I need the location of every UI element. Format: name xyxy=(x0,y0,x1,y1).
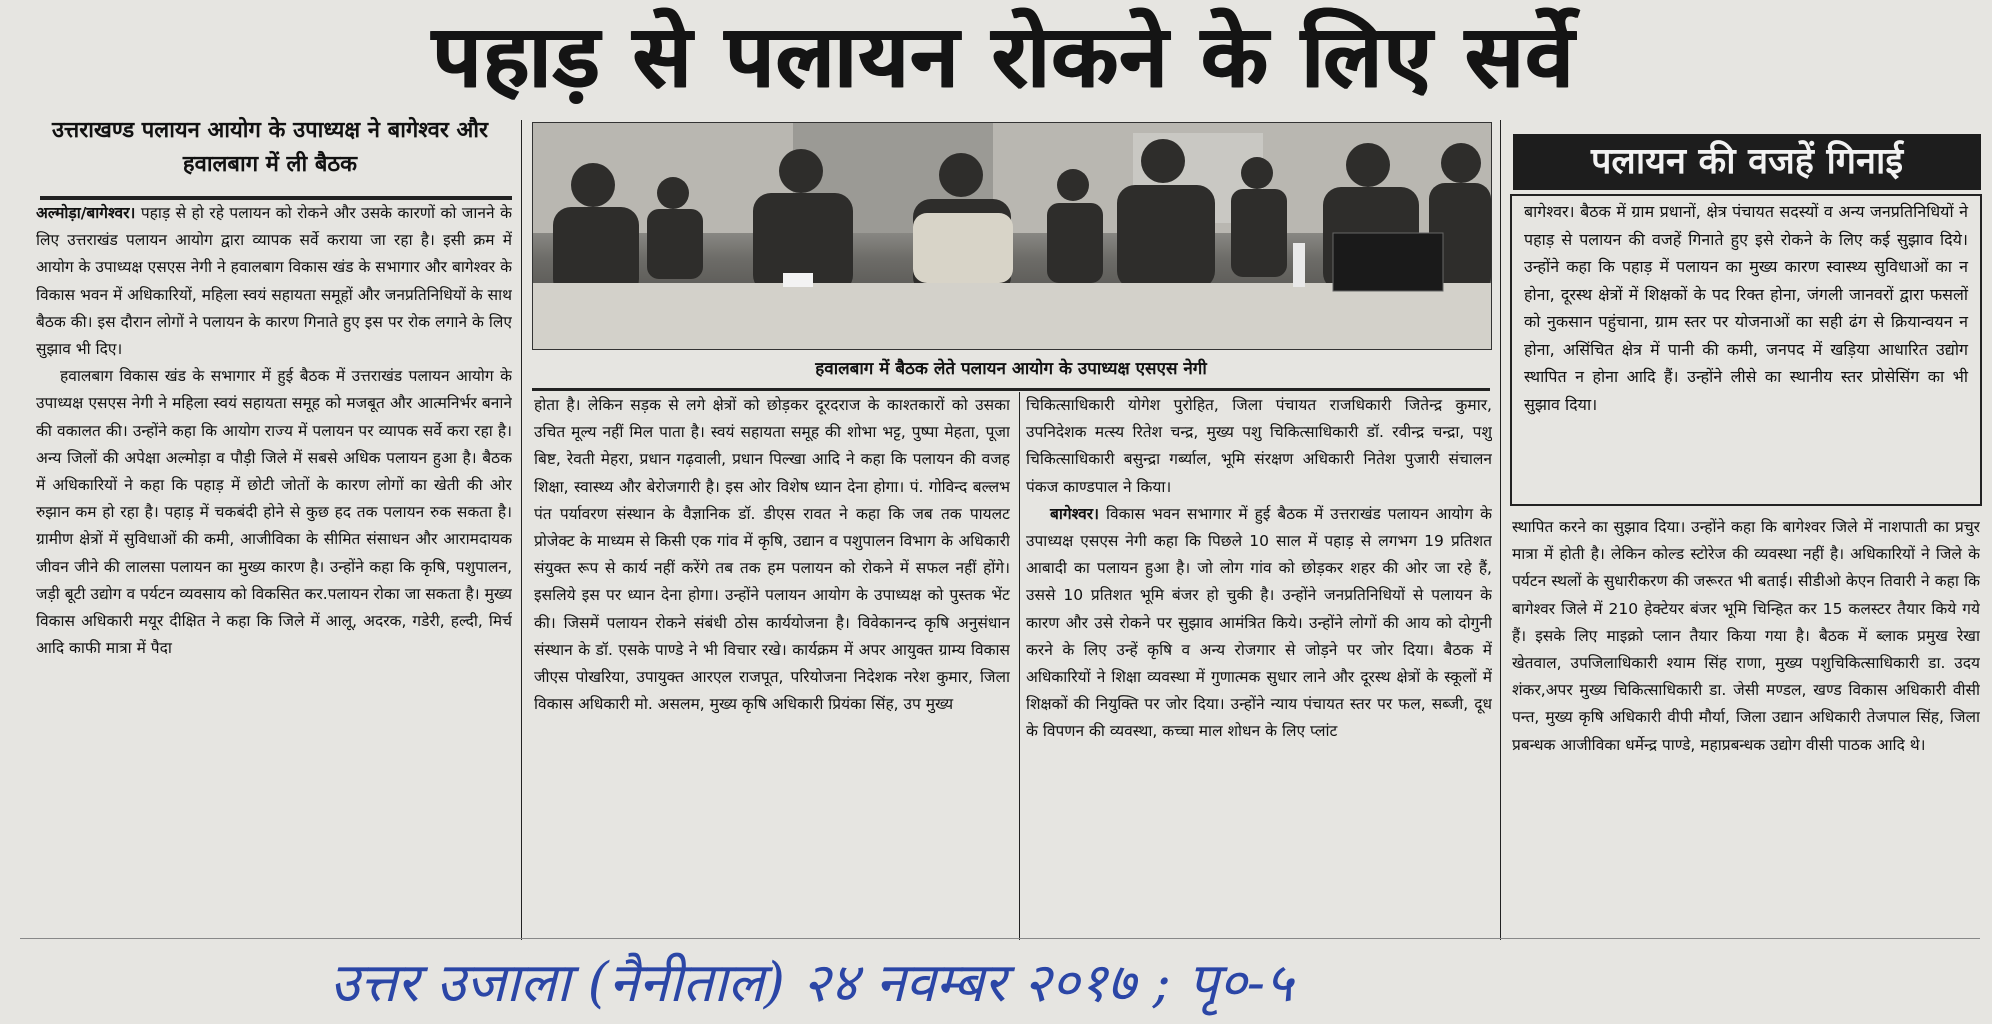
column-divider xyxy=(1500,120,1501,940)
handwritten-source-note: उत्तर उजाला (नैनीताल) २४ नवम्बर २०१७ ; पृ०-५ xyxy=(330,951,1294,1014)
sidebar-text: बागेश्वर। बैठक में ग्राम प्रधानों, क्षेत्र पंचायत सदस्यों व अन्य जनप्रतिनिधियों ने पहाड़ से पलायन की वजहें गिनाते हुए इसे रोकने के लिए कई सुझाव दिये। उन्होंने कहा कि पहाड़ में पलायन का मुख्य कारण स्वास्थ्य सुविधाओं का न होना, दूरस्थ क्षेत्रों में शिक्षकों के पद रिक्त होना, जंगली जानवरों द्वारा फसलों को नुकसान पहुंचाना, ग्राम स्तर पर योजनाओं का सही ढंग से क्रियान्वयन न होना, असिंचित क्षेत्र में पानी की कमी, जनपद में खड़िया आधारित उद्योग स्थापित न होना आदि हैं। उन्होंने लीसे का स्थानीय स्तर प्रोसेसिंग का भी सुझाव दिया। xyxy=(1524,202,1968,414)
article-column-1 xyxy=(36,200,512,934)
dateline: अल्मोड़ा/बागेश्वर। xyxy=(36,204,136,222)
caption-rule xyxy=(532,388,1490,391)
sidebar-box xyxy=(1510,194,1982,506)
column-divider xyxy=(521,120,522,940)
article-column-4 xyxy=(1512,514,1980,934)
headline: पहाड़ से पलायन रोकने के लिए सर्वे xyxy=(432,7,1576,107)
paragraph: होता है। लेकिन सड़क से लगे क्षेत्रों को छोड़कर दूरदराज के काश्तकारों को उसका उचित मूल्य नहीं मिल पाता है। स्वयं सहायता समूह की शोभा भट्ट, पुष्पा मेहता, पूजा बिष्ट, रेवती मेहरा, प्रधान गढ़वाली, प्रधान पिल्खा आदि ने कहा कि पलायन की वजह शिक्षा, स्वास्थ्य और बेरोजगारी है। इस ओर विशेष ध्यान देना होगा। पं. गोविन्द बल्लभ पंत पर्यावरण संस्थान के वैज्ञानिक डॉ. डीएस रावत ने कहा कि जब तक पायलट प्रोजेक्ट के माध्यम से किसी एक गांव में कृषि, उद्यान व पशुपालन विभाग के अधिकारी संयुक्त रूप से कार्य नहीं करेंगे तब तक हम पलायन को रोकने में सफल नहीं होंगे। इसलिये इस पर ध्यान देना होगा। उन्होंने पलायन आयोग के उपाध्यक्ष को पुस्तक भेंट की। जिसमें पलायन रोकने संबंधी ठोस कार्ययोजना है। विवेकानन्द कृषि अनुसंधान संस्थान के डॉ. एसके पाण्डे ने भी विचार रखे। कार्यक्रम में अपर आयुक्त ग्राम्य विकास जीएस पोखरिया, उपायुक्त आरएल राजपूत, परियोजना निदेशक नरेश कुमार, जिला विकास अधिकारी मो. असलम, मुख्य कृषि अधिकारी प्रियंका सिंह, उप मुख्य xyxy=(534,396,1010,714)
paragraph: स्थापित करने का सुझाव दिया। उन्होंने कहा कि बागेश्वर जिले में नाशपाती का प्रचुर मात्रा में होती है। लेकिन कोल्ड स्टोरेज की व्यवस्था नहीं है। अधिकारियों ने जिले के पर्यटन स्थलों के सुधारीकरण की जरूरत भी बताई। सीडीओ केएन तिवारी ने कहा कि बागेश्वर जिले में 210 हेक्टेयर बंजर भूमि चिन्हित कर 15 कलस्टर तैयार किये गये हैं। इसके लिए माइक्रो प्लान तैयार किया गया है। बैठक में ब्लाक प्रमुख रेखा खेतवाल, उपजिलाधिकारी श्याम सिंह राणा, मुख्य पशुचिकित्साधिकारी डा. उदय शंकर,अपर मुख्य चिकित्साधिकारी डा. जेसी मण्डल, खण्ड विकास अधिकारी वीसी पन्त, मुख्य कृषि अधिकारी वीपी मौर्या, जिला उद्यान अधिकारी तेजपाल सिंह, जिला प्रबन्धक आजीविका धर्मेन्द्र पाण्डे, महाप्रबन्धक उद्योग वीसी पाठक आदि थे। xyxy=(1512,518,1980,754)
photo-caption: हवालबाग में बैठक लेते पलायन आयोग के उपाध्यक्ष एसएस नेगी xyxy=(815,359,1207,379)
column-divider xyxy=(1019,392,1020,940)
paragraph: विकास भवन सभागार में हुई बैठक में उत्तराखंड पलायन आयोग के उपाध्यक्ष एसएस नेगी कहा कि पिछले 10 साल में पहाड़ से लगभग 19 प्रतिशत आबादी का पलायन हुआ है। जो लोग गांव को छोड़कर शहर की ओर जा रहे हैं, उससे 10 प्रतिशत भूमि बंजर हो चुकी है। उन्होंने जनप्रतिनिधियों से पलायन के कारण और उसे रोकने पर सुझाव आमंत्रित किये। उन्होंने लोगों की आय को दोगुनी करने के लिए उन्हें कृषि व अन्य रोजगार से जोड़ने पर जोर दिया। बैठक में अधिकारियों ने शिक्षा व्यवस्था में गुणात्मक सुधार लाने और दूरस्थ क्षेत्रों के स्कूलों में शिक्षकों की नियुक्ति पर जोर दिया। उन्होंने न्याय पंचायत स्तर पर फल, सब्जी, दूध के विपणन की व्यवस्था, कच्चा माल शोधन के लिए प्लांट xyxy=(1026,504,1492,741)
article-column-2 xyxy=(534,392,1010,934)
sidebar-title: पलायन की वजहें गिनाई xyxy=(1513,134,1981,190)
article-column-3 xyxy=(1026,392,1492,934)
meeting-photo-illustration xyxy=(533,123,1491,349)
dateline: बागेश्वर। xyxy=(1050,504,1100,523)
clipping-edge xyxy=(20,938,1980,939)
paragraph: हवालबाग विकास खंड के सभागार में हुई बैठक में उत्तराखंड पलायन आयोग के उपाध्यक्ष एसएस नेगी ने महिला स्वयं सहायता समूह को मजबूत और आत्मनिर्भर बनाने की वकालत की। उन्होंने कहा कि आयोग राज्य में पलायन पर व्यापक सर्वे करा रहा है। अन्य जिलों की अपेक्षा अल्मोड़ा व पौड़ी जिले में सबसे अधिक पलायन हुआ है। बैठक में अधिकारियों ने कहा कि पहाड़ में छोटी जोतों के कारण लोगों का खेती की ओर रुझान कम हो रहा है। पहाड़ में चकबंदी होने से कुछ हद तक पलायन रुक सकता है। ग्रामीण क्षेत्रों में सुविधाओं की कमी, आजीविका के सीमित संसाधन और आरामदायक जीवन जीने की लालसा पलायन का मुख्य कारण है। उन्होंने कहा कि कृषि, पशुपालन, जड़ी बूटी उद्योग व पर्यटन व्यवसाय को विकसित कर.पलायन रोका जा सकता है। मुख्य विकास अधिकारी मयूर दीक्षित ने कहा कि जिले में आलू, अदरक, गडेरी, हल्दी, मिर्च आदि काफी मात्रा में पैदा xyxy=(36,367,512,658)
subheadline: उत्तराखण्ड पलायन आयोग के उपाध्यक्ष ने बागेश्वर और हवालबाग में ली बैठक xyxy=(51,118,489,177)
paragraph: चिकित्साधिकारी योगेश पुरोहित, जिला पंचायत राजधिकारी जितेन्द्र कुमार, उपनिदेशक मत्स्य रितेश चन्द्र, मुख्य पशु चिकित्साधिकारी डॉ. रवीन्द्र चन्द्रा, पशु चिकित्साधिकारी बसुन्द्रा गर्ब्याल, भूमि संरक्षण अधिकारी नितेश पुजारी संचालन पंकज काण्डपाल ने किया। xyxy=(1026,396,1492,496)
meeting-photo xyxy=(532,122,1492,350)
paragraph: पहाड़ से हो रहे पलायन को रोकने और उसके कारणों को जानने के लिए उत्तराखंड पलायन आयोग द्वारा व्यापक सर्वे कराया जा रहा है। इसी क्रम में आयोग के उपाध्यक्ष एसएस नेगी ने हवालबाग विकास खंड के सभागार और बागेश्वर के विकास भवन में अधिकारियों, महिला स्वयं सहायता समूहों और जनप्रतिनिधियों के साथ बैठक की। इस दौरान लोगों ने पलायन के कारण गिनाते हुए इस पर रोक लगाने के लिए सुझाव भी दिए। xyxy=(36,204,512,359)
